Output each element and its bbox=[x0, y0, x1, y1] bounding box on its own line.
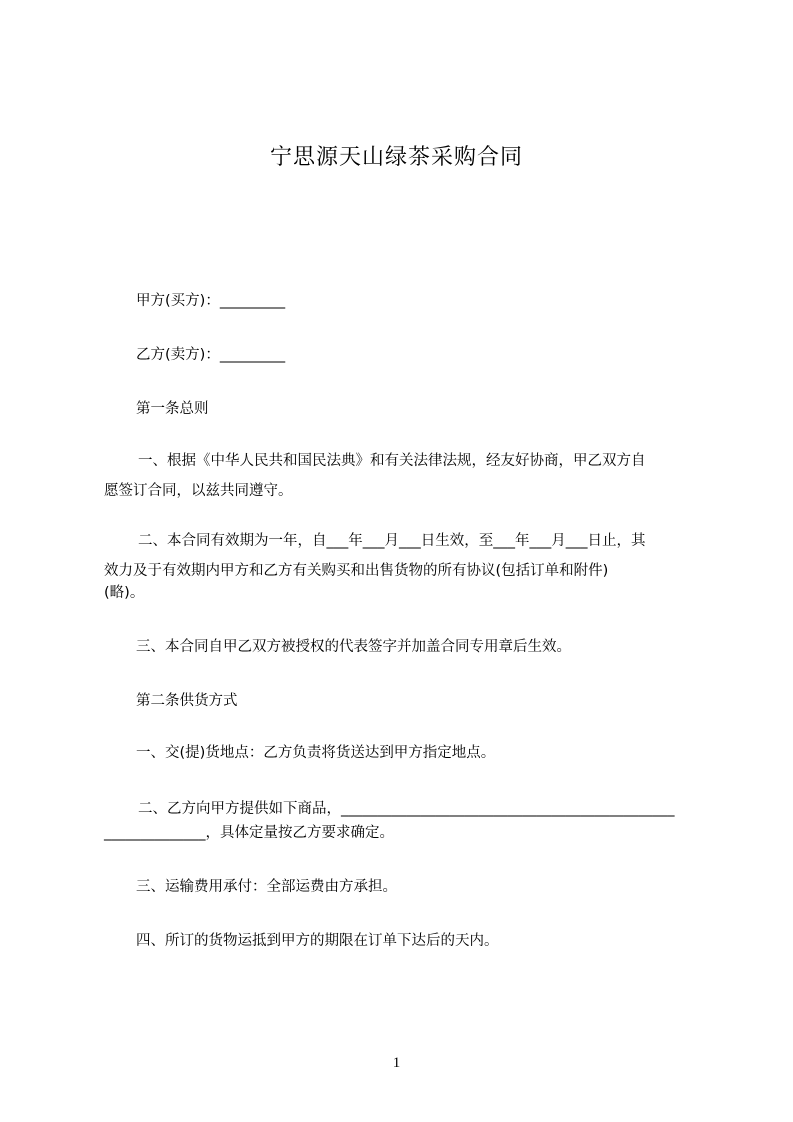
section1-clause1-line1: 一、根据《中华人民共和国民法典》和有关法律法规，经友好协商，甲乙双方自 bbox=[138, 453, 646, 469]
section1-heading: 第一条总则 bbox=[136, 401, 209, 417]
section1-clause1-line2: 愿签订合同，以兹共同遵守。 bbox=[104, 483, 293, 499]
section2-clause2-line2: ______________，具体定量按乙方要求确定。 bbox=[104, 825, 394, 841]
section1-clause2-line2: 效力及于有效期内甲方和乙方有关购买和出售货物的所有协议(包括订单和附件) bbox=[104, 563, 609, 579]
section2-clause2-line1: 二、乙方向甲方提供如下商品，______________________________________________ bbox=[138, 801, 675, 817]
party-b-line: 乙方(卖方)：_________ bbox=[136, 347, 286, 363]
section2-clause3: 三、运输费用承付：全部运费由方承担。 bbox=[136, 879, 397, 895]
party-a-line: 甲方(买方)：_________ bbox=[136, 293, 286, 309]
section1-clause2-line3: (略)。 bbox=[104, 585, 145, 601]
section2-clause4: 四、所订的货物运抵到甲方的期限在订单下达后的天内。 bbox=[136, 933, 499, 949]
section2-heading: 第二条供货方式 bbox=[136, 693, 238, 709]
section1-clause3: 三、本合同自甲乙双方被授权的代表签字并加盖合同专用章后生效。 bbox=[136, 639, 571, 655]
page-number: 1 bbox=[392, 1055, 401, 1071]
document-title: 宁思源天山绿茶采购合同 bbox=[269, 145, 523, 170]
section1-clause2-line1: 二、本合同有效期为一年，自___年___月___日生效，至___年___月___日止，其 bbox=[138, 533, 646, 549]
section2-clause1: 一、交(提)货地点：乙方负责将货送达到甲方指定地点。 bbox=[136, 745, 496, 761]
